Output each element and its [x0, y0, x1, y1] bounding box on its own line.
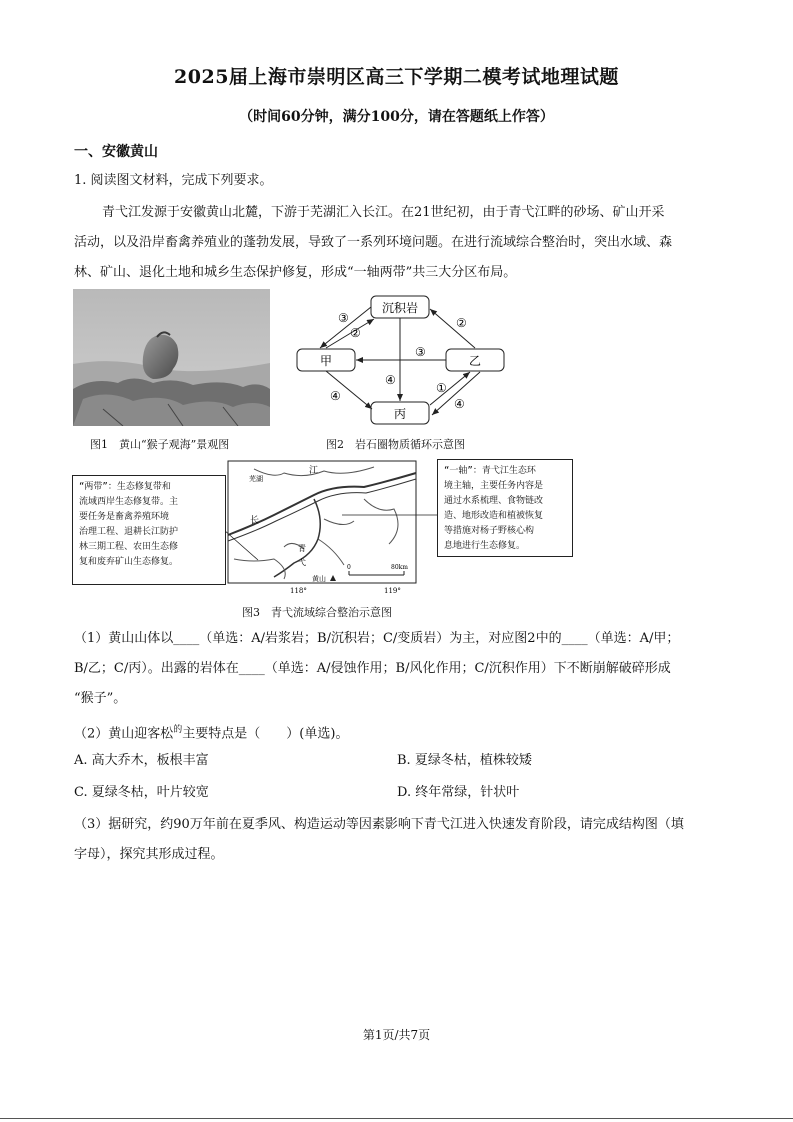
option-b: B. 夏绿冬枯，植株较矮 — [397, 753, 532, 768]
svg-text:0: 0 — [347, 564, 351, 571]
q1-line-1: （1）黄山山体以____（单选：A/岩浆岩；B/沉积岩；C/变质岩）为主，对应图2中的____（单选：A/甲； — [74, 631, 680, 646]
paragraph-line-2: 活动，以及沿岸畜禽养殖业的蓬勃发展，导致了一系列环境问题。在进行流域综合整治时，突出水域、森 — [74, 235, 673, 250]
paragraph-line-1: 青弋江发源于安徽黄山北麓，下游于芜湖汇入长江。在21世纪初，由于青弋江畔的砂场、矿山开采 — [102, 205, 665, 220]
svg-text:119°: 119° — [384, 587, 401, 595]
svg-text:②: ② — [456, 316, 467, 330]
figure1-caption: 图1 黄山“猴子观海”景观图 — [90, 438, 230, 451]
page-title: 2025届上海市崇明区高三下学期二模考试地理试题 — [174, 66, 619, 88]
svg-text:长: 长 — [250, 516, 260, 526]
svg-text:芜湖: 芜湖 — [249, 475, 263, 483]
option-c: C. 夏绿冬枯，叶片较宽 — [74, 785, 209, 800]
svg-text:80km: 80km — [391, 564, 408, 571]
svg-text:③: ③ — [338, 311, 349, 325]
page-subtitle: （时间60分钟，满分100分，请在答题纸上作答） — [239, 109, 554, 125]
svg-text:②: ② — [350, 326, 361, 340]
one-axis-note: “一轴”：青弋江生态环 境主轴，主要任务内容是 通过水系梳理、食物链改 造、地形改造和植被恢复 等措施对杨子野核心构 息地进行生态修复。 — [437, 459, 573, 557]
svg-text:④: ④ — [454, 397, 465, 411]
two-belts-note: “两带”：生态修复带和 流域西岸生态修复带。主 要任务是畜禽养殖环境 治理工程、退耕长江防护 林三期工程、农田生态修 复和废弃矿山生态修复。 — [72, 475, 226, 585]
q3-line-2: 字母），探究其形成过程。 — [74, 847, 224, 862]
svg-text:青: 青 — [298, 544, 306, 553]
question-number: 1. 阅读图文材料，完成下列要求。 — [74, 173, 273, 188]
node-left-label: 甲 — [319, 354, 333, 368]
svg-text:④: ④ — [330, 389, 341, 403]
node-right-label: 乙 — [468, 354, 482, 368]
q3-line-1: （3）据研究，约90万年前在夏季风、构造运动等因素影响下青弋江进入快速发育阶段，请完成结构图（填 — [74, 817, 684, 832]
q1-line-2: B/乙；C/丙）。出露的岩体在____（单选：A/侵蚀作用；B/风化作用；C/沉积作用）下不断崩解破碎形成 — [74, 661, 671, 676]
svg-text:③: ③ — [415, 345, 426, 359]
q1-line-3: “猴子”。 — [74, 691, 127, 706]
svg-text:黄山: 黄山 — [312, 575, 326, 583]
figure3-caption: 图3 青弋流域综合整治示意图 — [242, 606, 392, 619]
paragraph-line-3: 林、矿山、退化土地和城乡生态保护修复，形成“一轴两带”共三大分区布局。 — [74, 265, 517, 280]
svg-text:①: ① — [436, 381, 447, 395]
q2-stem: （2）黄山迎客松$^的$主要特点是（ ）(单选)。 — [74, 725, 349, 742]
node-bottom-label: 丙 — [393, 407, 407, 421]
node-top-label: 沉积岩 — [381, 301, 419, 315]
svg-text:④: ④ — [385, 373, 396, 387]
option-d: D. 终年常绿，针状叶 — [397, 785, 520, 800]
svg-text:江: 江 — [309, 466, 319, 476]
option-a: A. 高大乔木，板根丰富 — [74, 753, 209, 768]
section-heading: 一、安徽黄山 — [74, 144, 158, 160]
page-number: 第1页/共7页 — [362, 1028, 431, 1042]
page-bottom-divider — [0, 1118, 793, 1119]
svg-text:118°: 118° — [290, 587, 307, 595]
figure2-caption: 图2 岩石圈物质循环示意图 — [326, 438, 465, 451]
svg-text:弋: 弋 — [298, 558, 306, 567]
